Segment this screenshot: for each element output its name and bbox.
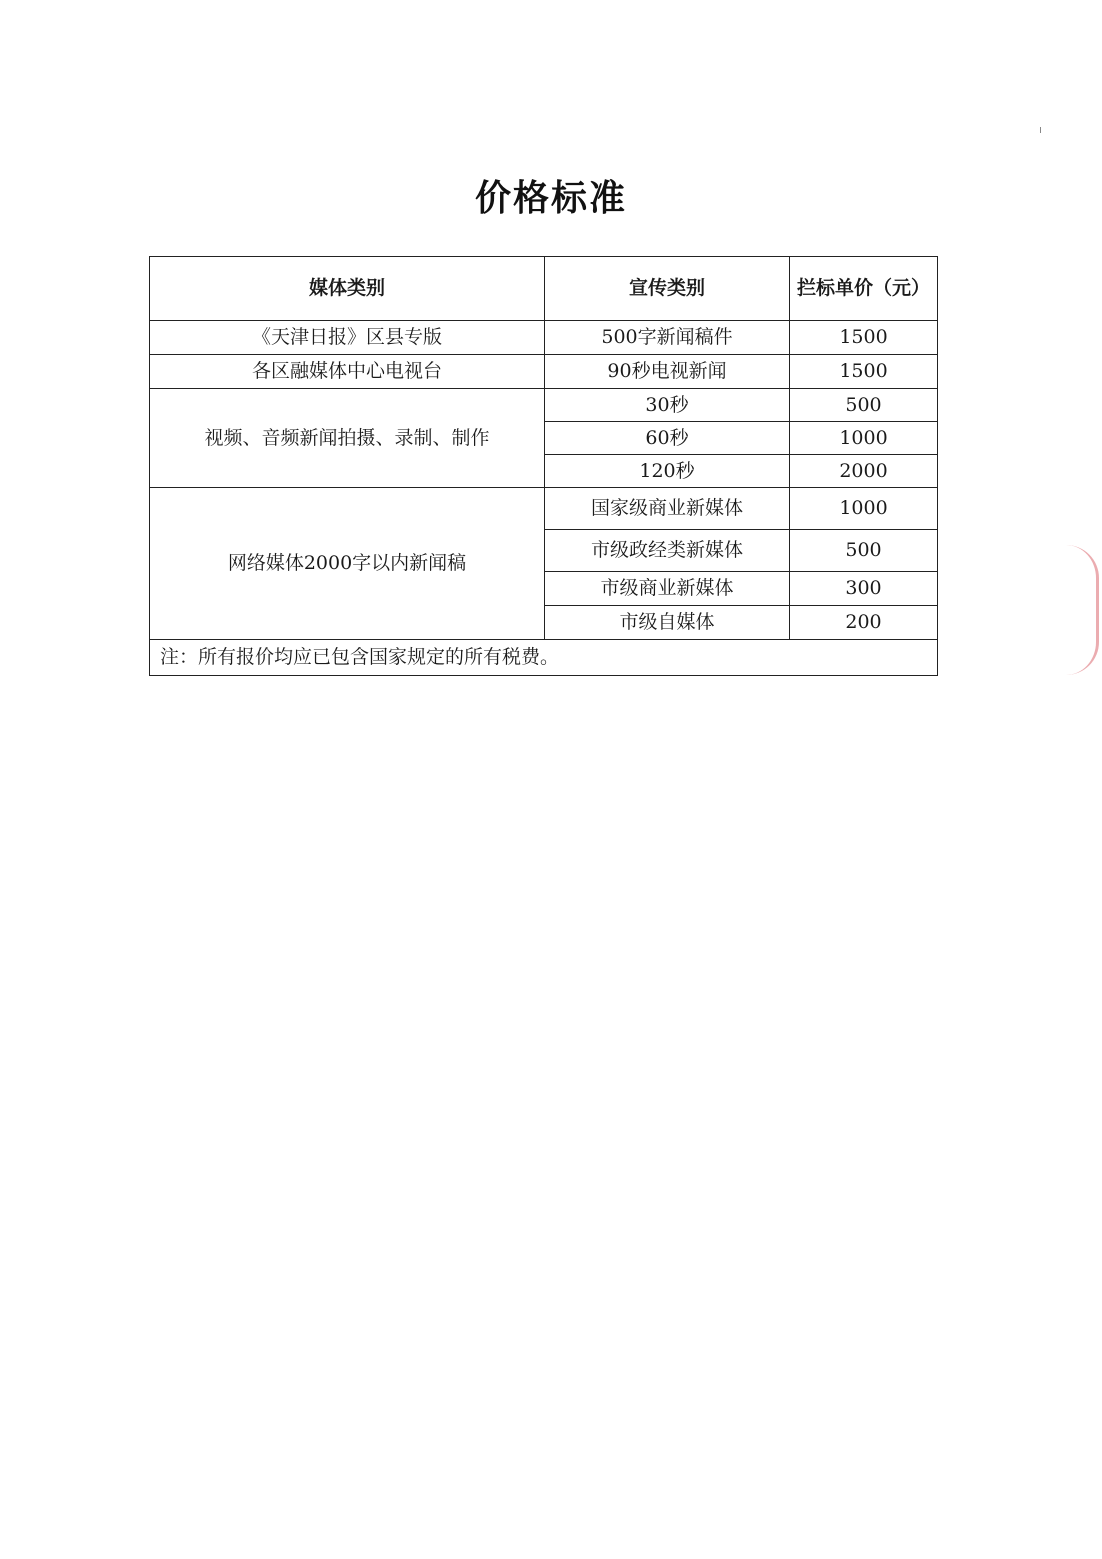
header-promo-type: 宣传类别: [545, 257, 790, 321]
table-row: [150, 389, 938, 422]
price-cell: 1500: [790, 355, 938, 389]
promo-cell: 国家级商业新媒体: [545, 488, 790, 530]
promo-cell: 市级自媒体: [545, 606, 790, 640]
promo-cell: 500字新闻稿件: [545, 321, 790, 355]
promo-cell: 市级商业新媒体: [545, 572, 790, 606]
media-cell: 各区融媒体中心电视台: [150, 355, 545, 389]
price-cell: 500: [790, 389, 938, 422]
table-row: [150, 355, 938, 389]
price-cell: 200: [790, 606, 938, 640]
promo-cell: 90秒电视新闻: [545, 355, 790, 389]
promo-cell: 120秒: [545, 455, 790, 488]
table-note-row: [150, 640, 938, 676]
price-cell: 500: [790, 530, 938, 572]
price-cell: 1000: [790, 488, 938, 530]
promo-cell: 市级政经类新媒体: [545, 530, 790, 572]
header-media-type: 媒体类别: [150, 257, 545, 321]
media-cell-online-group: 网络媒体2000字以内新闻稿: [150, 488, 545, 640]
scan-mark: [1040, 127, 1041, 133]
media-cell: 《天津日报》区县专版: [150, 321, 545, 355]
price-cell: 2000: [790, 455, 938, 488]
price-cell: 1000: [790, 422, 938, 455]
price-table: [149, 256, 938, 676]
table-row: [150, 488, 938, 530]
promo-cell: 60秒: [545, 422, 790, 455]
price-cell: 1500: [790, 321, 938, 355]
promo-cell: 30秒: [545, 389, 790, 422]
tax-note: 注：所有报价均应已包含国家规定的所有税费。: [150, 640, 938, 676]
page-title: 价格标准: [474, 178, 627, 219]
red-seal-fragment: [1066, 545, 1099, 675]
header-price: 拦标单价（元）: [790, 257, 938, 321]
price-cell: 300: [790, 572, 938, 606]
table-row: [150, 321, 938, 355]
table-header-row: [150, 257, 938, 321]
media-cell-video-group: 视频、音频新闻拍摄、录制、制作: [150, 389, 545, 488]
